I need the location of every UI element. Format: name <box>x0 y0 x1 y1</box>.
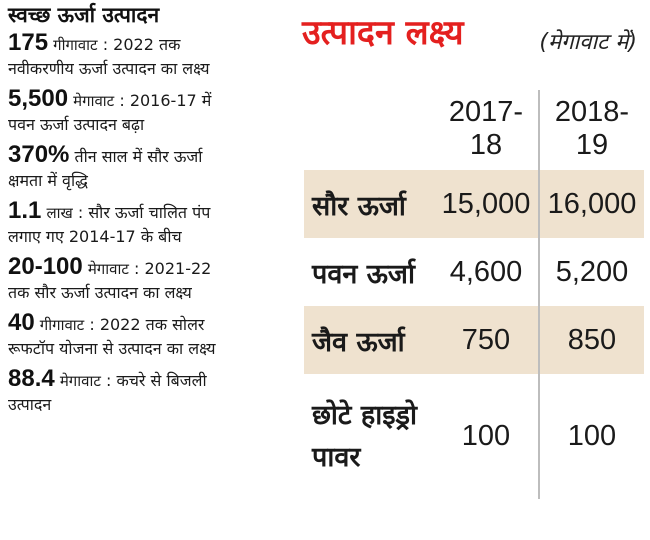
fact-unit: मेगावाट <box>59 372 101 390</box>
fact-unit: मेगावाट <box>73 92 115 110</box>
panel-title: स्वच्छ ऊर्जा उत्पादन <box>8 3 160 27</box>
fact-unit: गीगावाट <box>53 36 98 54</box>
production-target-panel <box>300 0 645 540</box>
fact-item <box>8 142 298 192</box>
fact-text: क्षमता में वृद्धि <box>8 171 88 190</box>
table-cell-value: 4,600 <box>434 238 539 306</box>
fact-value: 1.1 <box>8 197 42 224</box>
table-cell-source: जैव ऊर्जा <box>304 306 434 374</box>
fact-unit: लाख <box>46 204 73 222</box>
fact-text: उत्पादन <box>8 395 52 414</box>
fact-text: : सौर ऊर्जा चालित पंप <box>77 203 211 222</box>
fact-item <box>8 366 298 416</box>
fact-item <box>8 30 298 80</box>
table-cell-value: 5,200 <box>555 255 629 288</box>
fact-text: तीन साल में सौर ऊर्जा <box>74 147 203 166</box>
table-cell-value: 16,000 <box>539 170 644 238</box>
fact-value: 5,500 <box>8 85 69 112</box>
table-cell-source: पवन ऊर्जा <box>312 258 415 290</box>
table-cell-source: छोटे हाइड्रो पावर <box>312 399 417 473</box>
table-row <box>304 374 644 499</box>
fact-value: 88.4 <box>8 365 55 392</box>
fact-item <box>8 310 298 360</box>
fact-text: तक सौर ऊर्जा उत्पादन का लक्ष्य <box>8 283 192 302</box>
fact-text: नवीकरणीय ऊर्जा उत्पादन का लक्ष्य <box>8 59 210 78</box>
fact-item <box>8 86 298 136</box>
fact-text: : 2022 तक <box>102 35 181 54</box>
table-header-row <box>304 90 644 170</box>
table-cell-value: 15,000 <box>434 170 539 238</box>
table-header-cell: 2018-19 <box>554 96 630 161</box>
fact-item <box>8 254 298 304</box>
fact-text: : 2021-22 <box>134 259 212 278</box>
table-title: उत्पादन लक्ष्य <box>302 13 464 53</box>
table-cell-value: 850 <box>539 306 644 374</box>
fact-unit: गीगावाट <box>39 316 85 334</box>
fact-value: 370% <box>8 141 70 168</box>
table-cell-value: 100 <box>567 420 617 452</box>
fact-unit: मेगावाट <box>87 260 129 278</box>
fact-value: 175 <box>8 29 49 56</box>
table-row <box>304 170 644 238</box>
table-cell-value: 750 <box>434 306 539 374</box>
production-target-table <box>304 90 644 499</box>
table-cell-source: सौर ऊर्जा <box>304 170 434 238</box>
fact-text: : कचरे से बिजली <box>106 371 207 390</box>
table-header-cell: 2017-18 <box>434 90 539 170</box>
table-row <box>304 238 644 306</box>
fact-value: 20-100 <box>8 253 83 280</box>
clean-energy-facts-panel <box>8 0 298 422</box>
unit-note: (मेगावाट में) <box>539 30 637 55</box>
fact-text: : 2022 तक सोलर <box>89 315 205 334</box>
fact-value: 40 <box>8 309 35 336</box>
table-cell-value: 100 <box>434 374 539 499</box>
fact-text: लगाए गए 2014-17 के बीच <box>8 227 182 246</box>
fact-item <box>8 198 298 248</box>
fact-text: रूफटॉप योजना से उत्पादन का लक्ष्य <box>8 339 216 358</box>
fact-text: पवन ऊर्जा उत्पादन बढ़ा <box>8 115 145 134</box>
fact-text: : 2016-17 में <box>119 91 212 110</box>
table-header-cell <box>304 90 434 170</box>
table-row <box>304 306 644 374</box>
